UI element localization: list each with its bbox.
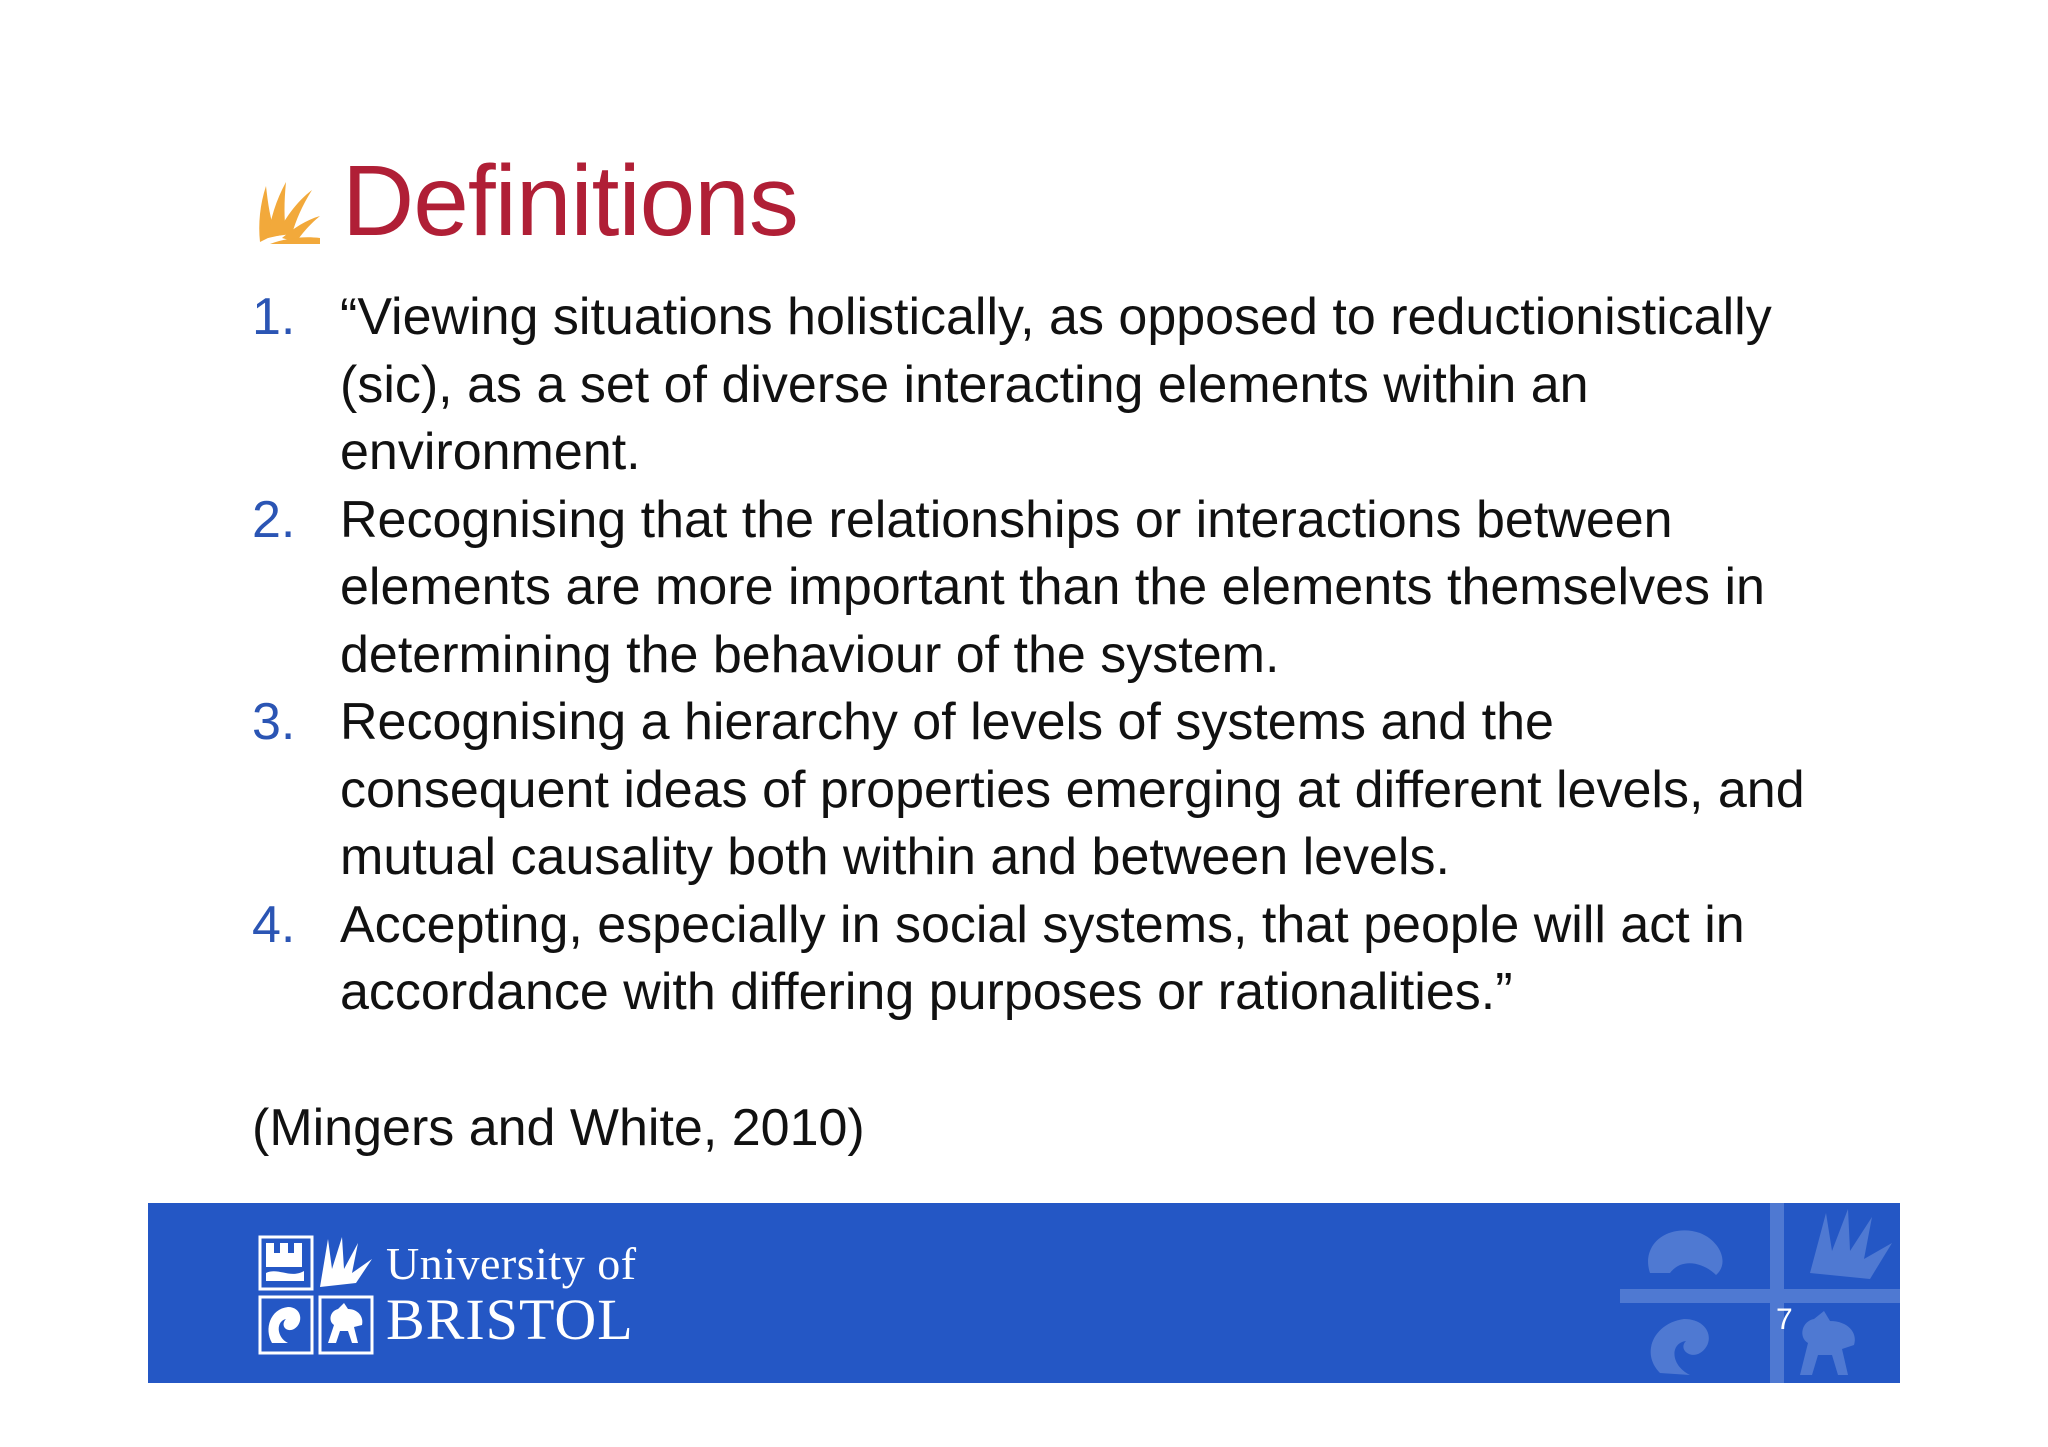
logo-wordmark (386, 1239, 637, 1351)
page-number: 7 (1776, 1303, 1793, 1336)
flame-icon (256, 164, 322, 244)
list-item (252, 689, 1812, 892)
crest-watermark-icon (1620, 1203, 1900, 1383)
item-text: “Viewing situations holistically, as opposed to reductionistically (sic), as a set of diverse interacting elements within an environment. (340, 288, 1772, 481)
list-item (252, 284, 1812, 487)
item-text: Recognising a hierarchy of levels of systems and the consequent ideas of properties emerging at different levels, and mutual causality both within and between levels. (340, 693, 1805, 886)
definitions-list (252, 284, 1812, 1027)
list-item (252, 487, 1812, 690)
university-logo (258, 1233, 637, 1357)
item-number: 1. (252, 288, 296, 346)
item-number: 3. (252, 693, 296, 751)
logo-line-1: University of (386, 1238, 637, 1289)
logo-line-2: BRISTOL (386, 1287, 634, 1352)
item-number: 2. (252, 490, 296, 549)
citation: (Mingers and White, 2010) (252, 1099, 865, 1157)
university-crest-icon (258, 1233, 376, 1357)
slide-title: Definitions (342, 145, 798, 257)
item-number: 4. (252, 895, 296, 954)
item-text: Accepting, especially in social systems, that people will act in accordance with differing purposes or rationalities.” (340, 895, 1745, 1021)
footer-banner (148, 1203, 1900, 1383)
list-item (252, 892, 1812, 1027)
title-row (256, 146, 798, 256)
item-text: Recognising that the relationships or interactions between elements are more important than the elements themselves in determining the behaviour of the system. (340, 490, 1765, 684)
